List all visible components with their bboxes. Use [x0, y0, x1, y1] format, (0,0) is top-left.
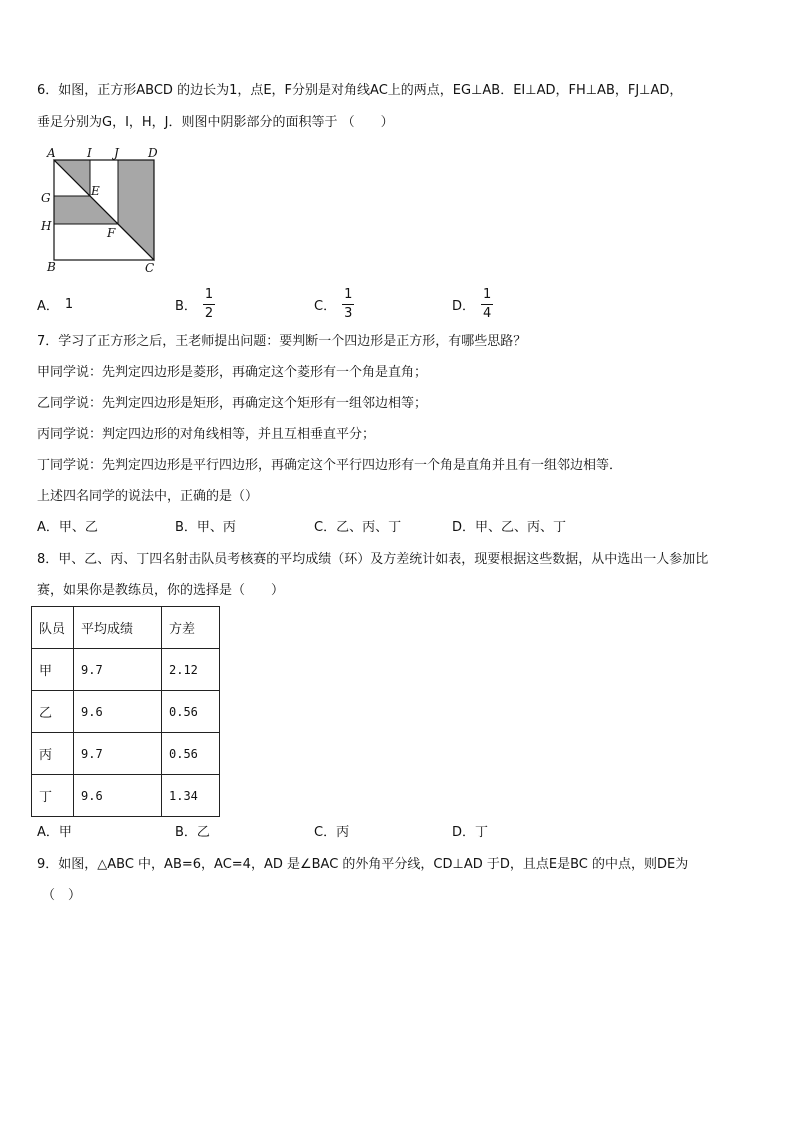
q7-bing-statement: 丙同学说：判定四边形的对角线相等，并且互相垂直平分； — [37, 427, 376, 442]
table-cell: 9.7 — [74, 649, 162, 691]
q8-option-a[interactable]: A．甲 — [37, 825, 72, 840]
label-d: D — [148, 146, 158, 160]
fraction-one-third: $\frac{1}{3}$ — [344, 286, 353, 321]
q7-question: 上述四名同学的说法中，正确的是（） — [37, 489, 259, 504]
table-cell: 丙 — [32, 733, 74, 775]
label-h: H — [41, 219, 52, 233]
q8-score-table — [31, 606, 220, 817]
q8-stem-line2: 赛，如果你是教练员，你的选择是（ ） — [37, 583, 285, 598]
q9-stem-line2: （ ） — [42, 888, 82, 903]
table-cell: 0.56 — [162, 733, 220, 775]
fraction-one-half: $\frac{1}{2}$ — [204, 286, 214, 321]
q7-stem: 7．学习了正方形之后，王老师提出问题：要判断一个四边形是正方形，有哪些思路？ — [37, 334, 527, 349]
q9-stem-line1: 9．如图，△ABC 中，AB=6，AC=4，AD 是∠BAC 的外角平分线，CD⊥AD 于D，且点E是BC 的中点，则DE为 — [37, 857, 689, 872]
table-cell: 2.12 — [162, 649, 220, 691]
fraction-one-quarter: $\frac{1}{4}$ — [483, 286, 492, 321]
q8-option-d[interactable]: D．丁 — [452, 825, 489, 840]
table-header-row — [32, 607, 220, 649]
label-b: B — [47, 260, 56, 274]
table-row — [32, 691, 220, 733]
header-cell: 平均成绩 — [74, 607, 162, 649]
table-cell: 9.6 — [74, 691, 162, 733]
q6-option-a[interactable]: A． 1 — [37, 296, 74, 314]
q8-option-b[interactable]: B．乙 — [175, 825, 210, 840]
table-row — [32, 775, 220, 817]
label-j: J — [114, 146, 119, 160]
table-cell: 丁 — [32, 775, 74, 817]
label-a: A — [47, 146, 56, 160]
q8-option-c[interactable]: C．丙 — [314, 825, 350, 840]
header-cell: 队员 — [32, 607, 74, 649]
q6-options — [37, 284, 637, 324]
table-cell: 乙 — [32, 691, 74, 733]
q7-ding-statement: 丁同学说：先判定四边形是平行四边形，再确定这个平行四边形有一个角是直角并且有一组邻边相等． — [37, 458, 623, 473]
q6-stem-line2: 垂足分别为G，I，H，J．则图中阴影部分的面积等于 （ ） — [37, 115, 394, 130]
q7-jia-statement: 甲同学说：先判定四边形是菱形，再确定这个菱形有一个角是直角； — [37, 365, 428, 380]
q6-option-c[interactable]: C． $\frac{1}{3}$ — [314, 286, 353, 321]
q7-option-b[interactable]: B．甲、丙 — [175, 520, 236, 535]
table-cell: 0.56 — [162, 691, 220, 733]
label-c: C — [145, 261, 155, 275]
table-row — [32, 733, 220, 775]
q7-yi-statement: 乙同学说：先判定四边形是矩形，再确定这个矩形有一组邻边相等； — [37, 396, 428, 411]
header-cell: 方差 — [162, 607, 220, 649]
label-f: F — [107, 226, 116, 240]
label-i: I — [87, 146, 92, 160]
label-e: E — [91, 184, 100, 198]
q6-option-b[interactable]: B． $\frac{1}{2}$ — [175, 286, 214, 321]
q7-option-d[interactable]: D．甲、乙、丙、丁 — [452, 520, 567, 535]
table-cell: 9.6 — [74, 775, 162, 817]
q8-stem-line1: 8．甲、乙、丙、丁四名射击队员考核赛的平均成绩（环）及方差统计如表，现要根据这些数据，从中选出一人参加比 — [37, 552, 709, 567]
q6-stem-line1: 6．如图，正方形ABCD 的边长为1，点E，F分别是对角线AC上的两点，EG⊥AB．EI⊥AD，FH⊥AB，FJ⊥AD， — [37, 83, 683, 98]
q6-option-d[interactable]: D． $\frac{1}{4}$ — [452, 286, 492, 321]
shade-strip-gefh — [54, 196, 118, 224]
q6-square-figure — [34, 140, 164, 280]
q7-option-c[interactable]: C．乙、丙、丁 — [314, 520, 402, 535]
label-g: G — [41, 191, 51, 205]
table-cell: 甲 — [32, 649, 74, 691]
table-row — [32, 649, 220, 691]
q7-option-a[interactable]: A．甲、乙 — [37, 520, 98, 535]
shade-strip-jdcf — [118, 160, 154, 260]
table-cell: 1.34 — [162, 775, 220, 817]
table-cell: 9.7 — [74, 733, 162, 775]
